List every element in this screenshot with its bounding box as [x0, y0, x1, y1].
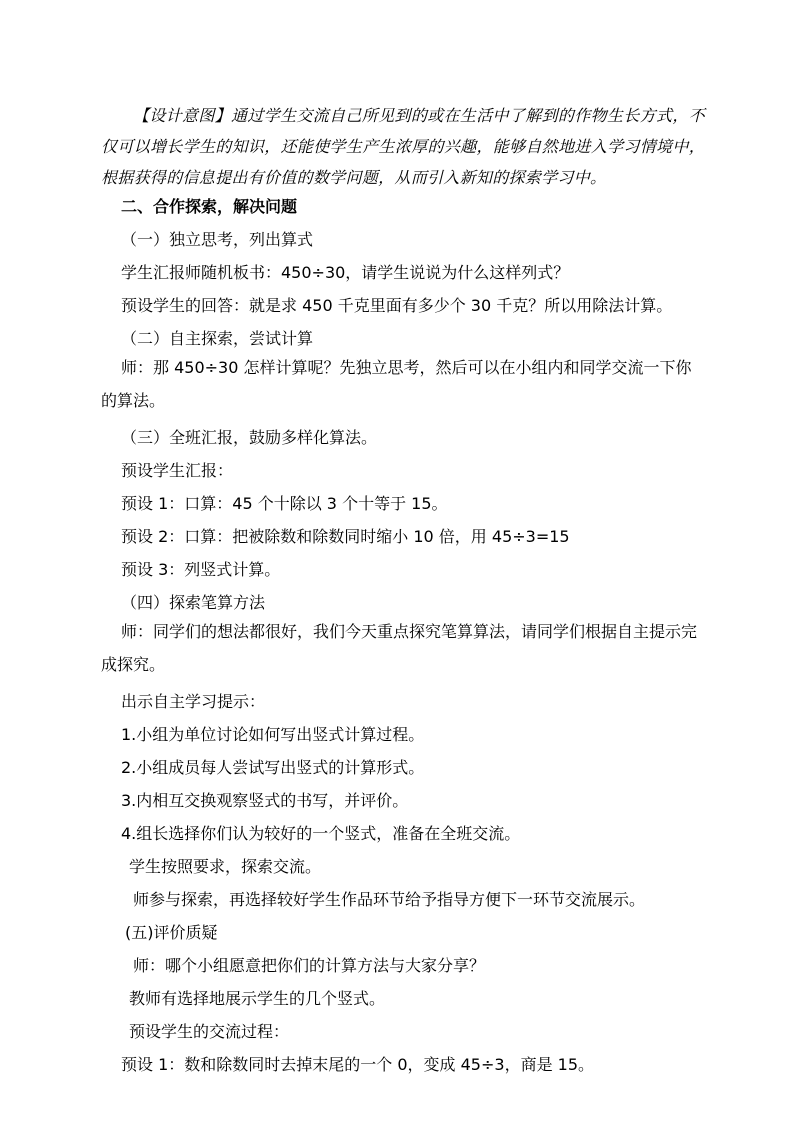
after-tips-line-2: 师参与探索，再选择较好学生作品环节给予指导方便下一环节交流展示。	[133, 890, 646, 909]
step3-line-1: 预设学生汇报：	[121, 461, 234, 480]
step1-line-2: 预设学生的回答：就是求 450 千克里面有多少个 30 千克？所以用除法计算。	[121, 296, 673, 315]
step3-line-2: 预设 1：口算：45 个十除以 3 个十等于 15。	[121, 494, 448, 513]
step5-line-2: 教师有选择地展示学生的几个竖式。	[129, 989, 386, 1008]
step4-heading: （四）探索笔算方法	[121, 593, 266, 612]
after-tips-line-1: 学生按照要求，探索交流。	[129, 857, 322, 876]
step4-paragraph: 师：同学们的想法都很好，我们今天重点探究笔算算法，请同学们根据自主提示完成探究。	[101, 622, 698, 674]
step1-line-1: 学生汇报师随机板书：450÷30，请学生说说为什么这样列式？	[121, 263, 570, 282]
step5-line-1: 师：哪个小组愿意把你们的计算方法与大家分享？	[133, 956, 486, 975]
step3-line-3: 预设 2：口算：把被除数和除数同时缩小 10 倍，用 45÷3=15	[121, 527, 570, 546]
step5-line-4: 预设 1：数和除数同时去掉末尾的一个 0，变成 45÷3，商是 15。	[121, 1055, 595, 1074]
tip-item-3: 3.内相互交换观察竖式的书写，并评价。	[121, 791, 409, 810]
tip-item-4: 4.组长选择你们认为较好的一个竖式，准备在全班交流。	[121, 824, 521, 843]
step2-heading: （二）自主探索，尝试计算	[121, 329, 314, 348]
step5-line-3: 预设学生的交流过程：	[129, 1022, 290, 1041]
step5-heading: (五)评价质疑	[125, 923, 218, 942]
step2-paragraph: 师：那 450÷30 怎样计算呢？先独立思考，然后可以在小组内和同学交流一下你的算法。	[101, 358, 692, 410]
step1-heading: （一）独立思考，列出算式	[121, 230, 314, 249]
section-heading: 二、合作探索，解决问题	[121, 197, 298, 216]
design-intent-paragraph: 【设计意图】通过学生交流自己所见到的或在生活中了解到的作物生长方式，不仅可以增长学生的知识，还能使学生产生浓厚的兴趣，能够自然地进入学习情境中，根据获得的信息提出有价值的数学问题，从而引入新知的探索学习中。	[101, 106, 705, 187]
tips-heading: 出示自主学习提示：	[121, 692, 266, 711]
step3-heading: （三）全班汇报，鼓励多样化算法。	[121, 428, 378, 447]
step3-line-4: 预设 3：列竖式计算。	[121, 560, 281, 579]
tip-item-2: 2.小组成员每人尝试写出竖式的计算形式。	[121, 758, 425, 777]
tip-item-1: 1.小组为单位讨论如何写出竖式计算过程。	[121, 725, 425, 744]
